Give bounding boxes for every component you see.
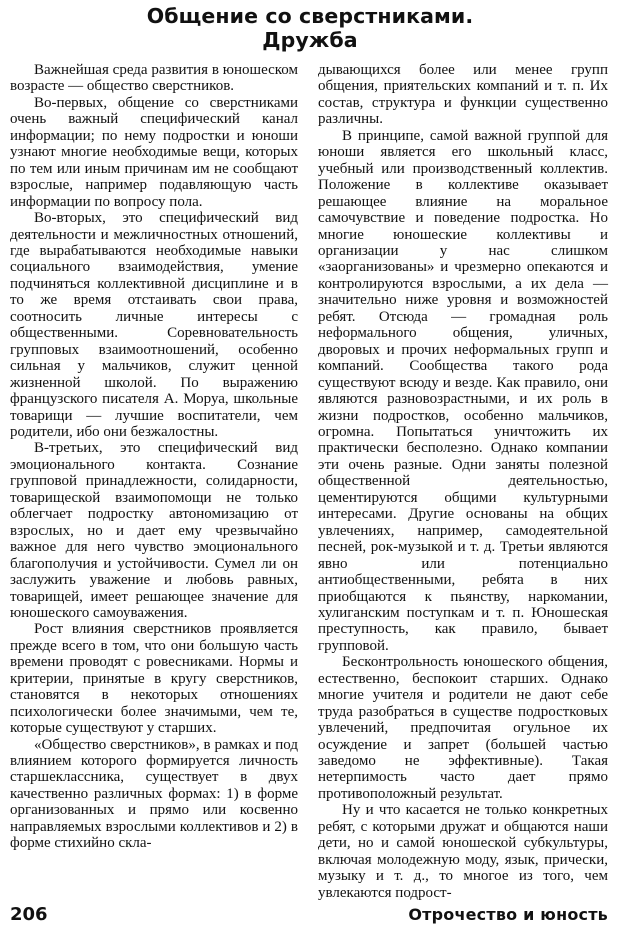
title-line-1: Общение со сверстниками. (146, 4, 474, 28)
paragraph: Во-вторых, это специфический вид деятельности и межличностных отношений, где вырабатываются необходимые навыки социального взаимодействия, умение подчиняться коллективной дисциплине и в то же время отстаивать свои права, соотносить личные интересы с общественными. Соревновательность групповых взаимоотношений, особенно сильная у мальчиков, служит ценной жизненной школой. По выражению французского писателя А. Моруа, школьные товарищи — лучшие воспитатели, чем родители, ибо они безжалостны. (10, 210, 298, 440)
page-footer (0, 904, 620, 928)
paragraph: Ну и что касается не только конкретных ребят, с которыми дружат и общаются наши дети, но и самой юношеской субкультуры, включая молодежную моду, язык, прически, музыку и т. д., то многое из того, чем увлекаются подрост- (318, 802, 608, 901)
paragraph: В-третьих, это специфический вид эмоционального контакта. Сознание групповой принадлежности, солидарности, товарищеской взаимопомощи не только облегчает подростку автономизацию от взрослых, но и дает ему чрезвычайно важное для него чувство эмоционального благополучия и устойчивости. Сумел ли он заслужить уважение и любовь равных, товарищей, имеет решающее значение для юношеского самоуважения. (10, 440, 298, 621)
paragraph: В принципе, самой важной группой для юноши является его школьный класс, учебный или производственный коллектив. Положение в коллективе оказывает решающее влияние на моральное самочувствие и поведение подростка. Но многие юношеские коллективы и организации у нас слишком «заорганизованы» и чрезмерно опекаются и контролируются взрослыми, а их дела — значительно ниже уровня и возможностей ребят. Отсюда — громадная роль неформального общения, уличных, дворовых и прочих неформальных групп и компаний. Сообщества такого рода существуют всюду и везде. Как правило, они являются разновозрастными, и их роль в жизни подростков, особенно мальчиков, огромна. Попытаться уничтожить их практически бесполезно. Однако компании эти очень разные. Одни заняты полезной общественной деятельностью, цементируются общими культурными интересами. Другие основаны на общих увлечениях, например, самодеятельной песней, рок-музыкой и т. д. Третьи являются явно или потенциально антиобщественными, ребята в них приобщаются к пьянству, наркомании, хулиганским поступкам и т. п. Юношеская преступность, как правило, бывает групповой. (318, 127, 608, 654)
title-line-2: Дружба (262, 28, 358, 52)
paragraph: Важнейшая среда развития в юношеском возрасте — общество сверстников. (10, 62, 298, 95)
page-number: 206 (10, 904, 48, 925)
paragraph: Рост влияния сверстников проявляется прежде всего в том, что они большую часть времени проводят с ровесниками. Нормы и критерии, принятые в кругу сверстников, становятся в некоторых отношениях психологически более значимыми, чем те, которые существуют у старших. (10, 621, 298, 737)
paragraph-continuation: дывающихся более или менее групп общения, приятельских компаний и т. п. Их состав, структура и функции существенно различны. (318, 62, 608, 128)
paragraph: Бесконтрольность юношеского общения, естественно, беспокоит старших. Однако многие учителя и родители не дают себе труда разобраться в существе подростковых увлечений, предпочитая огульное их осуждение и запрет (большей частью заведомо не эффективные). Такая нетерпимость часто дает прямо противоположный результат. (318, 654, 608, 802)
paragraph: «Общество сверстников», в рамках и под влиянием которого формируется личность старшеклассника, существует в двух качественно различных формах: 1) в форме организованных и прямо или косвенно направляемых взрослыми коллективов и 2) в форме стихийно скла- (10, 736, 298, 852)
running-section-title: Отрочество и юность (408, 905, 608, 924)
right-column (318, 62, 608, 901)
left-column (10, 62, 298, 852)
page-title (0, 4, 620, 52)
paragraph: Во-первых, общение со сверстниками очень важный специфический канал информации; по нему подростки и юноши узнают многие необходимые вещи, которых по тем или иным причинам им не сообщают взрослые, например подавляющую часть информации по вопросу пола. (10, 94, 298, 210)
